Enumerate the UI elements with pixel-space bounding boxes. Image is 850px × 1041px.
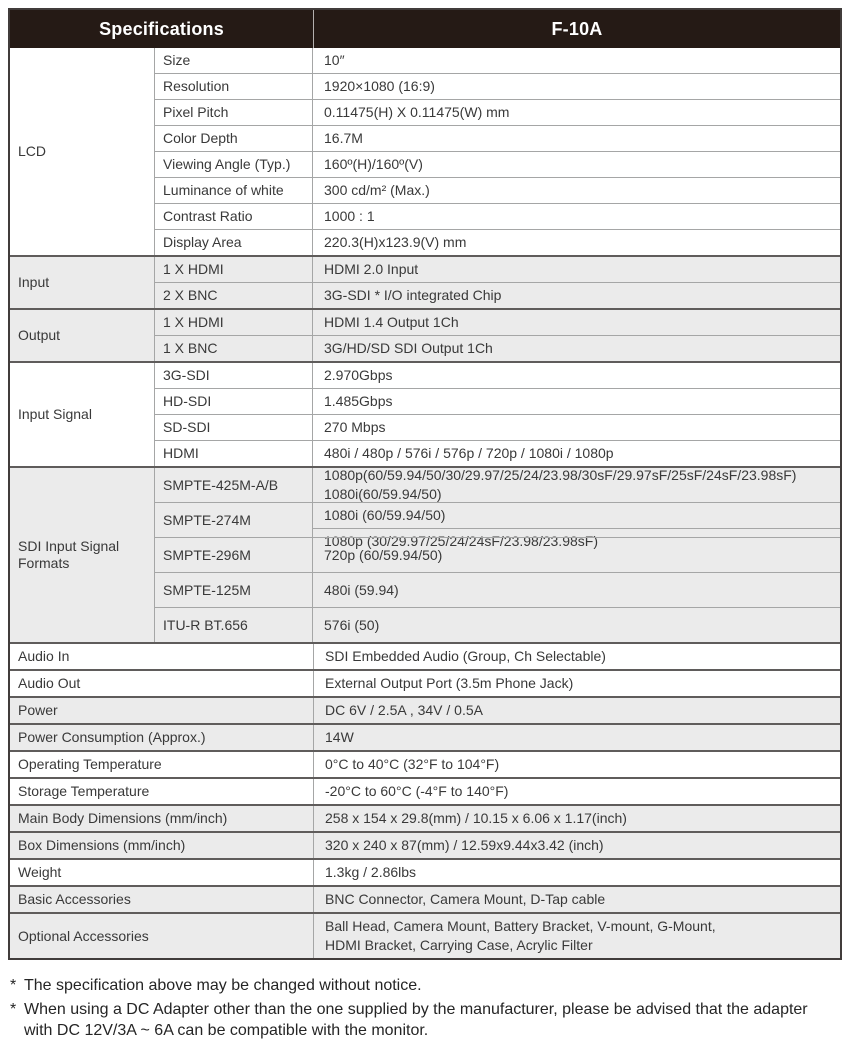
section-rows bbox=[155, 310, 840, 361]
spec-cells bbox=[313, 415, 840, 440]
spec-cells bbox=[314, 887, 840, 912]
spec-key: Color Depth bbox=[155, 126, 313, 151]
spec-row bbox=[155, 282, 840, 308]
spec-key: 3G-SDI bbox=[155, 363, 313, 388]
spec-row bbox=[155, 414, 840, 440]
section-rows bbox=[314, 752, 840, 777]
spec-cells bbox=[314, 833, 840, 858]
spec-key: SD-SDI bbox=[155, 415, 313, 440]
section-label: Basic Accessories bbox=[10, 887, 314, 912]
spec-value-cell bbox=[313, 230, 840, 255]
spec-value-cell bbox=[313, 503, 840, 528]
section-label: Box Dimensions (mm/inch) bbox=[10, 833, 314, 858]
spec-value-line: 1080p(60/59.94/50/30/29.97/25/24/23.98/30sF/29.97sF/25sF/24sF/23.98sF) bbox=[324, 467, 797, 483]
spec-row bbox=[155, 363, 840, 388]
spec-key: SMPTE-425M-A/B bbox=[155, 468, 313, 502]
section-rows bbox=[314, 914, 840, 958]
spec-value-line: External Output Port (3.5m Phone Jack) bbox=[325, 675, 574, 691]
spec-value-cell bbox=[313, 48, 840, 73]
spec-key: 1 X HDMI bbox=[155, 257, 313, 282]
footnote bbox=[10, 999, 842, 1041]
section-optional-accessories bbox=[10, 912, 840, 958]
spec-table bbox=[8, 8, 842, 960]
spec-value-line: 480i (59.94) bbox=[324, 581, 399, 598]
section-label: Power bbox=[10, 698, 314, 723]
section-input bbox=[10, 255, 840, 308]
spec-cells bbox=[313, 573, 840, 607]
spec-cells bbox=[314, 725, 840, 750]
spec-value-cell bbox=[313, 608, 840, 642]
spec-key: Pixel Pitch bbox=[155, 100, 313, 125]
spec-row bbox=[155, 440, 840, 466]
section-rows bbox=[314, 671, 840, 696]
spec-row bbox=[155, 572, 840, 607]
spec-value-line: 320 x 240 x 87(mm) / 12.59x9.44x3.42 (inch) bbox=[325, 837, 604, 853]
spec-value-line: 14W bbox=[325, 729, 354, 745]
spec-value-line: 10″ bbox=[324, 52, 345, 68]
spec-cells bbox=[313, 100, 840, 125]
section-label: Output bbox=[10, 310, 155, 361]
spec-row bbox=[155, 229, 840, 255]
spec-value-line: SDI Embedded Audio (Group, Ch Selectable) bbox=[325, 648, 606, 664]
section-audio-out bbox=[10, 669, 840, 696]
footnote-marker: * bbox=[10, 1001, 17, 1018]
spec-value-cell bbox=[313, 126, 840, 151]
spec-cells bbox=[314, 779, 840, 804]
header-cell-model: F-10A bbox=[551, 18, 603, 39]
spec-value-cell bbox=[313, 178, 840, 203]
spec-value-line: 1.485Gbps bbox=[324, 393, 393, 409]
spec-row bbox=[314, 725, 840, 750]
spec-value-cell bbox=[314, 914, 840, 958]
spec-value-cell bbox=[313, 415, 840, 440]
spec-value-line: 160º(H)/160º(V) bbox=[324, 156, 423, 172]
spec-key: 1 X BNC bbox=[155, 336, 313, 361]
spec-value-cell bbox=[314, 752, 840, 777]
section-main-body-dimensions-mm-inch bbox=[10, 804, 840, 831]
section-basic-accessories bbox=[10, 885, 840, 912]
spec-value-cell bbox=[313, 100, 840, 125]
section-rows bbox=[314, 833, 840, 858]
spec-cells bbox=[313, 283, 840, 308]
section-rows bbox=[155, 363, 840, 466]
section-rows bbox=[314, 887, 840, 912]
spec-value-cell bbox=[313, 363, 840, 388]
section-output bbox=[10, 308, 840, 361]
section-label: Storage Temperature bbox=[10, 779, 314, 804]
spec-cells bbox=[313, 230, 840, 255]
spec-cells bbox=[313, 126, 840, 151]
spec-value-cell bbox=[314, 698, 840, 723]
spec-key: HDMI bbox=[155, 441, 313, 466]
spec-value-line: 220.3(H)x123.9(V) mm bbox=[324, 234, 467, 250]
section-rows bbox=[155, 48, 840, 255]
spec-key: Size bbox=[155, 48, 313, 73]
section-rows bbox=[155, 468, 840, 642]
spec-value-line: 1000 : 1 bbox=[324, 208, 375, 224]
spec-value-line: -20°C to 60°C (-4°F to 140°F) bbox=[325, 783, 509, 799]
spec-value-cell bbox=[313, 310, 840, 335]
section-operating-temperature bbox=[10, 750, 840, 777]
spec-value-line: 1080i (60/59.94/50) bbox=[324, 507, 446, 523]
spec-value-line: 300 cd/m² (Max.) bbox=[324, 182, 430, 198]
spec-value-cell bbox=[313, 204, 840, 229]
spec-value-line: HDMI 2.0 Input bbox=[324, 261, 419, 277]
spec-cells bbox=[313, 389, 840, 414]
spec-value-line: HDMI Bracket, Carrying Case, Acrylic Filter bbox=[325, 937, 593, 953]
spec-key: SMPTE-296M bbox=[155, 538, 313, 572]
spec-value-line: 3G/HD/SD SDI Output 1Ch bbox=[324, 340, 493, 356]
spec-row bbox=[155, 607, 840, 642]
spec-value-cell bbox=[314, 725, 840, 750]
spec-key: 2 X BNC bbox=[155, 283, 313, 308]
spec-row bbox=[314, 806, 840, 831]
spec-cells bbox=[313, 503, 840, 549]
spec-value-cell bbox=[313, 283, 840, 308]
spec-row bbox=[155, 177, 840, 203]
spec-row bbox=[155, 257, 840, 282]
spec-key: 1 X HDMI bbox=[155, 310, 313, 335]
section-box-dimensions-mm-inch bbox=[10, 831, 840, 858]
section-label: Input Signal bbox=[10, 363, 155, 466]
section-audio-in bbox=[10, 642, 840, 669]
spec-key: SMPTE-125M bbox=[155, 573, 313, 607]
spec-row bbox=[314, 698, 840, 723]
spec-value-line: 720p (60/59.94/50) bbox=[324, 546, 443, 563]
spec-row bbox=[155, 502, 840, 549]
section-power bbox=[10, 696, 840, 723]
spec-value-line: DC 6V / 2.5A , 34V / 0.5A bbox=[325, 702, 483, 718]
spec-cells bbox=[313, 310, 840, 335]
spec-cells bbox=[313, 152, 840, 177]
spec-row bbox=[314, 779, 840, 804]
spec-key: Luminance of white bbox=[155, 178, 313, 203]
spec-value-line: 2.970Gbps bbox=[324, 367, 393, 383]
spec-value-cell bbox=[313, 152, 840, 177]
spec-value-cell bbox=[313, 74, 840, 99]
section-storage-temperature bbox=[10, 777, 840, 804]
spec-value-cell bbox=[314, 644, 840, 669]
spec-value-line: BNC Connector, Camera Mount, D-Tap cable bbox=[325, 891, 606, 907]
spec-cells bbox=[314, 698, 840, 723]
spec-table-body bbox=[10, 48, 840, 958]
spec-value-line: Ball Head, Camera Mount, Battery Bracket, V-mount, G-Mount, bbox=[325, 918, 716, 934]
section-sdi-input-signal-formats bbox=[10, 466, 840, 642]
spec-row bbox=[155, 48, 840, 73]
spec-value-line: 1080i(60/59.94/50) bbox=[324, 486, 442, 502]
footnotes bbox=[10, 975, 842, 1041]
section-power-consumption-approx bbox=[10, 723, 840, 750]
spec-cells bbox=[314, 644, 840, 669]
spec-value-cell bbox=[314, 833, 840, 858]
spec-key: SMPTE-274M bbox=[155, 503, 313, 537]
section-label: Audio In bbox=[10, 644, 314, 669]
section-label: Operating Temperature bbox=[10, 752, 314, 777]
section-weight bbox=[10, 858, 840, 885]
spec-value-cell bbox=[314, 887, 840, 912]
spec-cells bbox=[313, 178, 840, 203]
spec-value-cell bbox=[313, 573, 840, 607]
spec-row bbox=[314, 887, 840, 912]
spec-key: Resolution bbox=[155, 74, 313, 99]
section-rows bbox=[314, 698, 840, 723]
spec-value-cell bbox=[313, 441, 840, 466]
spec-value-cell bbox=[314, 806, 840, 831]
spec-cells bbox=[314, 671, 840, 696]
spec-key: HD-SDI bbox=[155, 389, 313, 414]
section-lcd bbox=[10, 48, 840, 255]
spec-row bbox=[155, 537, 840, 572]
spec-value-line: 1.3kg / 2.86lbs bbox=[325, 864, 417, 880]
section-label: Power Consumption (Approx.) bbox=[10, 725, 314, 750]
spec-cells bbox=[313, 336, 840, 361]
spec-value-cell bbox=[314, 671, 840, 696]
spec-value-cell bbox=[314, 779, 840, 804]
section-label: Weight bbox=[10, 860, 314, 885]
section-label: Audio Out bbox=[10, 671, 314, 696]
footnote-marker: * bbox=[10, 977, 17, 994]
spec-value-cell bbox=[313, 257, 840, 282]
spec-cells bbox=[313, 257, 840, 282]
spec-row bbox=[155, 73, 840, 99]
spec-value-line: 16.7M bbox=[324, 130, 363, 146]
spec-cells bbox=[313, 538, 840, 572]
spec-table-header bbox=[10, 10, 840, 48]
section-input-signal bbox=[10, 361, 840, 466]
spec-row bbox=[155, 388, 840, 414]
spec-value-line: 270 Mbps bbox=[324, 419, 386, 435]
spec-row bbox=[314, 833, 840, 858]
spec-value-line: 1920×1080 (16:9) bbox=[324, 78, 435, 94]
header-cell-specifications: Specifications bbox=[10, 10, 314, 48]
section-rows bbox=[314, 860, 840, 885]
spec-value-cell bbox=[313, 336, 840, 361]
section-rows bbox=[155, 257, 840, 308]
spec-row bbox=[155, 468, 840, 502]
spec-cells bbox=[314, 860, 840, 885]
spec-row bbox=[314, 671, 840, 696]
spec-cells bbox=[314, 914, 840, 958]
spec-value-line: 1080p (30/29.97/25/24/24sF/23.98/23.98sF) bbox=[324, 532, 598, 549]
section-label: SDI Input Signal Formats bbox=[10, 468, 155, 642]
spec-value-line: 480i / 480p / 576i / 576p / 720p / 1080i / 1080p bbox=[324, 445, 614, 461]
spec-value-line: 576i (50) bbox=[324, 616, 380, 633]
spec-value-line: 3G-SDI * I/O integrated Chip bbox=[324, 287, 502, 303]
spec-row bbox=[155, 203, 840, 229]
spec-row bbox=[314, 914, 840, 958]
spec-cells bbox=[313, 608, 840, 642]
spec-value-line: 0°C to 40°C (32°F to 104°F) bbox=[325, 756, 500, 772]
spec-cells bbox=[313, 363, 840, 388]
spec-row bbox=[155, 99, 840, 125]
spec-key: ITU-R BT.656 bbox=[155, 608, 313, 642]
spec-key: Display Area bbox=[155, 230, 313, 255]
spec-cells bbox=[314, 752, 840, 777]
spec-row bbox=[314, 644, 840, 669]
section-label: LCD bbox=[10, 48, 155, 255]
footnote-text: The specification above may be changed without notice. bbox=[24, 977, 422, 994]
section-label: Main Body Dimensions (mm/inch) bbox=[10, 806, 314, 831]
spec-value-line: 0.11475(H) X 0.11475(W) mm bbox=[324, 104, 510, 120]
spec-cells bbox=[313, 48, 840, 73]
footnote bbox=[10, 975, 842, 996]
spec-value-cell bbox=[313, 538, 840, 572]
spec-row bbox=[314, 752, 840, 777]
spec-row bbox=[155, 310, 840, 335]
spec-value-line: HDMI 1.4 Output 1Ch bbox=[324, 314, 459, 330]
spec-cells bbox=[314, 806, 840, 831]
spec-value-cell bbox=[314, 860, 840, 885]
footnote-text: When using a DC Adapter other than the one supplied by the manufacturer, please be advised that the adapter with DC 12V/3A ~ 6A can be compatible with the monitor. bbox=[24, 1001, 808, 1039]
spec-value-cell bbox=[313, 389, 840, 414]
section-rows bbox=[314, 779, 840, 804]
spec-key: Viewing Angle (Typ.) bbox=[155, 152, 313, 177]
section-rows bbox=[314, 725, 840, 750]
section-rows bbox=[314, 806, 840, 831]
spec-cells bbox=[313, 468, 840, 502]
spec-row bbox=[314, 860, 840, 885]
spec-value-line: 258 x 154 x 29.8(mm) / 10.15 x 6.06 x 1.17(inch) bbox=[325, 810, 627, 826]
spec-value-cell bbox=[313, 468, 840, 502]
spec-cells bbox=[313, 74, 840, 99]
section-label: Input bbox=[10, 257, 155, 308]
spec-cells bbox=[313, 204, 840, 229]
spec-cells bbox=[313, 441, 840, 466]
spec-row bbox=[155, 151, 840, 177]
spec-row bbox=[155, 125, 840, 151]
section-label: Optional Accessories bbox=[10, 914, 314, 958]
section-rows bbox=[314, 644, 840, 669]
spec-key: Contrast Ratio bbox=[155, 204, 313, 229]
spec-row bbox=[155, 335, 840, 361]
